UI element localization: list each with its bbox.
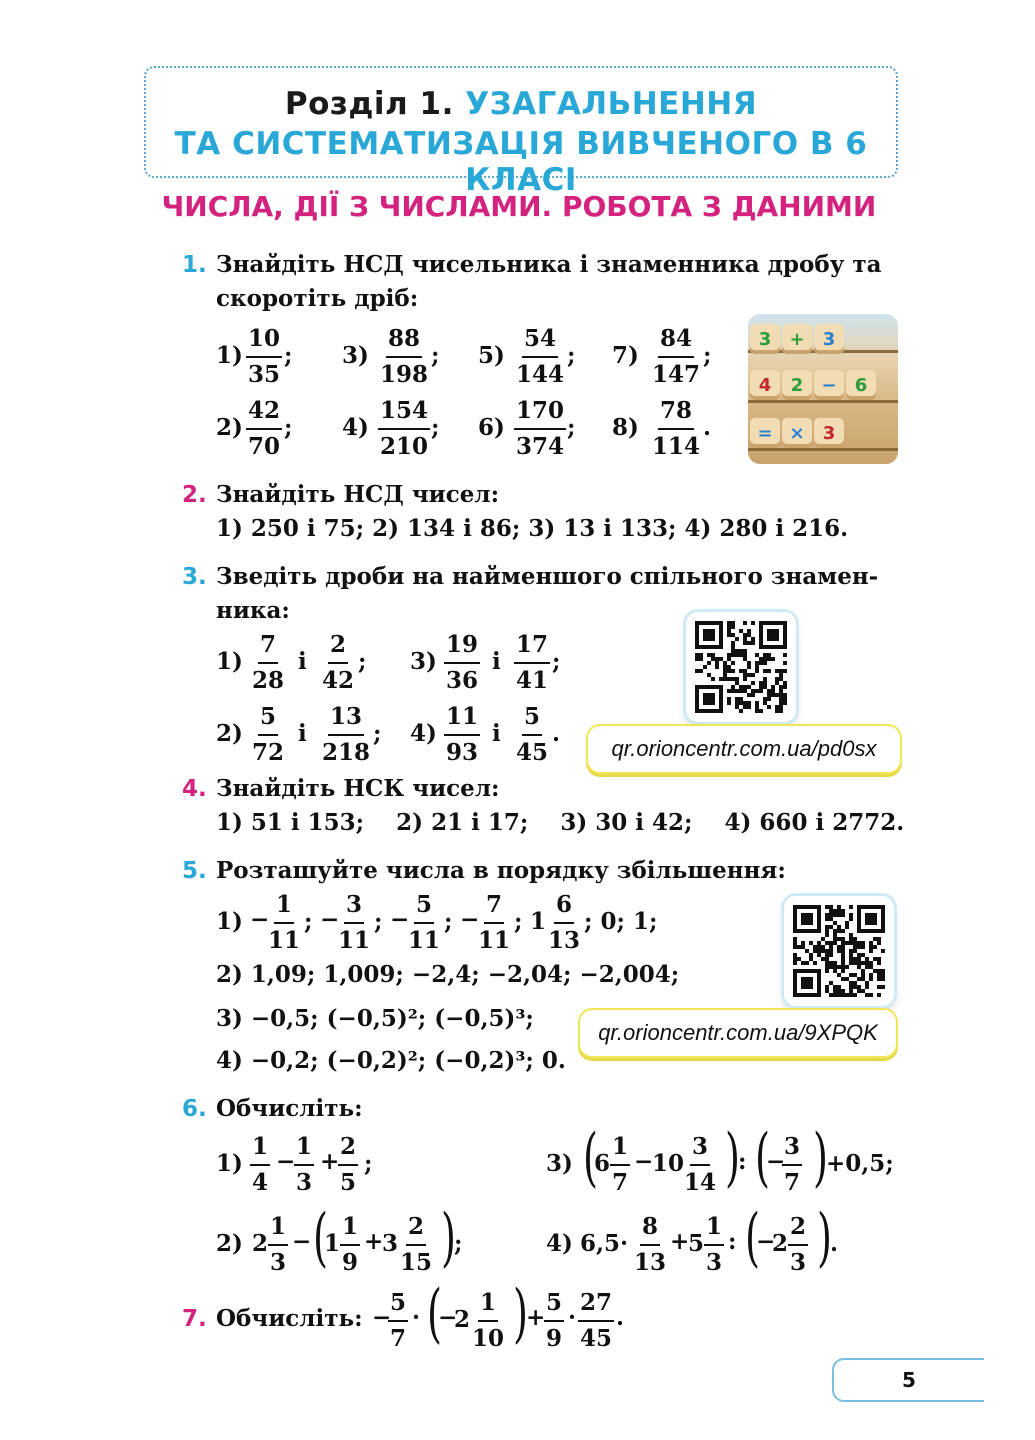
denominator: 9 <box>342 1249 359 1276</box>
task-line: 2) 1,09; 1,009; −2,4; −2,04; −2,004; <box>216 961 680 988</box>
rod <box>748 448 898 451</box>
punctuation: ; <box>374 908 383 935</box>
item-label: 1) <box>216 1150 243 1177</box>
operator: − <box>276 1148 296 1175</box>
task-text: ника: <box>216 597 290 624</box>
punctuation: ; <box>373 720 382 747</box>
task-text: Розташуйте числа в порядку збільшення: <box>216 857 786 884</box>
punctuation: ; <box>431 414 440 441</box>
mixed-whole: 3 <box>382 1230 399 1257</box>
fraction <box>578 1286 614 1356</box>
parenthesis: ) <box>440 1201 456 1275</box>
denominator: 11 <box>478 927 511 954</box>
numerator: 5 <box>522 700 542 736</box>
numerator: 2 <box>788 1210 808 1246</box>
numerator: 1 <box>268 1210 288 1246</box>
number-cube: 4 <box>750 370 780 400</box>
conjunction: і <box>492 648 501 675</box>
conjunction: і <box>492 720 501 747</box>
denominator: 15 <box>400 1249 433 1276</box>
item-label: 4) <box>342 414 369 441</box>
punctuation: . <box>703 414 712 441</box>
fraction <box>336 888 372 958</box>
numerator: 1 <box>478 1286 498 1322</box>
mixed-whole: 6 <box>594 1150 611 1177</box>
fraction <box>250 700 286 770</box>
mixed-whole: 2 <box>454 1306 471 1333</box>
denominator: 42 <box>322 667 355 694</box>
parenthesis: ( <box>426 1277 442 1351</box>
item-label: 1) <box>216 342 243 369</box>
numerator: 42 <box>246 394 282 430</box>
fraction <box>250 628 286 698</box>
fraction <box>544 1286 564 1356</box>
numerator: 2 <box>406 1210 426 1246</box>
task-text: Знайдіть НСК чисел: <box>216 775 500 802</box>
fraction <box>246 394 282 464</box>
denominator: 7 <box>784 1169 801 1196</box>
task-line: 1) 51 і 153; 2) 21 і 17; 3) 30 і 42; 4) 660 і 2772. <box>216 809 905 836</box>
denominator: 198 <box>380 361 429 388</box>
numerator: 5 <box>388 1286 408 1322</box>
item-label: 3) <box>546 1150 573 1177</box>
fraction <box>514 628 550 698</box>
item-label: 7) <box>612 342 639 369</box>
punctuation: ; <box>454 1230 463 1257</box>
punctuation: ; <box>703 342 712 369</box>
denominator: 41 <box>516 667 549 694</box>
denominator: 144 <box>516 361 565 388</box>
fraction <box>682 1130 718 1200</box>
fraction <box>610 1130 630 1200</box>
parenthesis: ) <box>812 1121 828 1195</box>
denominator: 10 <box>472 1325 505 1352</box>
math-cubes-image <box>748 314 898 464</box>
numerator: 10 <box>246 322 282 358</box>
numerator: 2 <box>328 628 348 664</box>
numerator: 6 <box>554 888 574 924</box>
chapter-title-word: УЗАГАЛЬНЕННЯ <box>465 86 758 122</box>
task-number: 4. <box>182 776 207 802</box>
punctuation: ; <box>567 414 576 441</box>
punctuation: . <box>830 1230 839 1257</box>
mixed-whole: 10 <box>652 1150 685 1177</box>
fraction <box>546 888 582 958</box>
numerator: 11 <box>444 700 480 736</box>
operator: − <box>756 1228 776 1255</box>
task-text: скоротіть дріб: <box>216 285 419 312</box>
mixed-whole: 2 <box>772 1230 789 1257</box>
fraction <box>650 322 702 392</box>
denominator: 14 <box>684 1169 717 1196</box>
fraction <box>266 888 302 958</box>
operator: · <box>412 1304 421 1331</box>
item-label: 4) <box>546 1230 573 1257</box>
fraction <box>514 322 566 392</box>
task-number: 5. <box>182 858 207 884</box>
item-label: 6) <box>478 414 505 441</box>
number-cube: 3 <box>814 324 844 354</box>
qr-link[interactable]: qr.orioncentr.com.ua/pd0sx <box>586 724 902 774</box>
denominator: 147 <box>652 361 701 388</box>
fraction <box>250 1130 270 1200</box>
item-label: 1) <box>216 648 243 675</box>
numerator: 3 <box>782 1130 802 1166</box>
denominator: 45 <box>516 739 549 766</box>
task-number: 2. <box>182 482 207 508</box>
numerator: 19 <box>444 628 480 664</box>
numerator: 54 <box>522 322 558 358</box>
numerator: 78 <box>658 394 694 430</box>
fraction <box>470 1286 506 1356</box>
fraction <box>704 1210 724 1280</box>
number-cube: 6 <box>846 370 876 400</box>
punctuation: ; <box>304 908 313 935</box>
mixed-whole: 1 <box>530 908 547 935</box>
fraction <box>444 628 480 698</box>
number-cube: − <box>814 370 844 400</box>
conjunction: і <box>298 720 307 747</box>
denominator: 210 <box>380 433 429 460</box>
denominator: 3 <box>270 1249 287 1276</box>
task-number: 7. <box>182 1306 207 1332</box>
item-label: 2) <box>216 720 243 747</box>
denominator: 13 <box>548 927 581 954</box>
numerator: 5 <box>544 1286 564 1322</box>
fraction <box>378 394 430 464</box>
item-label: 4) <box>410 720 437 747</box>
number-cube: = <box>750 418 780 448</box>
qr-code-icon <box>695 621 787 713</box>
parenthesis: ) <box>816 1201 832 1275</box>
punctuation: ; <box>284 342 293 369</box>
numerator: 7 <box>258 628 278 664</box>
denominator: 13 <box>634 1249 667 1276</box>
numerator: 1 <box>704 1210 724 1246</box>
item-label: 8) <box>612 414 639 441</box>
denominator: 36 <box>446 667 479 694</box>
numerator: 17 <box>514 628 550 664</box>
denominator: 72 <box>252 739 285 766</box>
punctuation: ; <box>567 342 576 369</box>
punctuation: ; <box>284 414 293 441</box>
fraction <box>294 1130 314 1200</box>
fraction <box>476 888 512 958</box>
minus-sign: − <box>390 906 410 933</box>
numerator: 84 <box>658 322 694 358</box>
fraction <box>320 700 372 770</box>
fraction <box>268 1210 288 1280</box>
numerator: 154 <box>378 394 430 430</box>
parenthesis: ) <box>512 1277 528 1351</box>
mixed-whole: 1 <box>324 1230 341 1257</box>
number-cube: + <box>782 324 812 354</box>
numerator: 7 <box>484 888 504 924</box>
operator: − <box>438 1304 458 1331</box>
punctuation: . <box>552 720 561 747</box>
numerator: 1 <box>294 1130 314 1166</box>
item-label: 5) <box>478 342 505 369</box>
operator: + <box>320 1148 340 1175</box>
fraction <box>650 394 702 464</box>
punctuation: ; <box>444 908 453 935</box>
fraction <box>338 1130 358 1200</box>
denominator: 45 <box>580 1325 613 1352</box>
fraction <box>406 888 442 958</box>
numerator: 13 <box>328 700 364 736</box>
tail-text: ; 0; 1; <box>584 908 658 935</box>
denominator: 11 <box>408 927 441 954</box>
fraction <box>398 1210 434 1280</box>
numerator: 27 <box>578 1286 614 1322</box>
denominator: 218 <box>322 739 371 766</box>
number-cube: 3 <box>750 324 780 354</box>
fraction <box>632 1210 668 1280</box>
task-line: 3) −0,5; (−0,5)²; (−0,5)³; <box>216 1005 534 1032</box>
denominator: 35 <box>248 361 281 388</box>
numerator: 5 <box>414 888 434 924</box>
numerator: 1 <box>250 1130 270 1166</box>
conjunction: і <box>298 648 307 675</box>
qr-code[interactable] <box>686 612 796 722</box>
denominator: 70 <box>248 433 281 460</box>
task-line: 4) −0,2; (−0,2)²; (−0,2)³; 0. <box>216 1047 566 1074</box>
operator: − <box>766 1148 786 1175</box>
fraction <box>378 322 430 392</box>
punctuation: ; <box>514 908 523 935</box>
task-number: 6. <box>182 1096 207 1122</box>
punctuation: ; <box>552 648 561 675</box>
fraction <box>788 1210 808 1280</box>
operator: + <box>670 1228 690 1255</box>
parenthesis: ) <box>724 1121 740 1195</box>
item-label: 3) <box>342 342 369 369</box>
item-label: 1) <box>216 908 243 935</box>
punctuation: ; <box>358 648 367 675</box>
numerator: 88 <box>386 322 422 358</box>
task-text: Обчисліть: <box>216 1095 363 1122</box>
operator: + <box>526 1304 546 1331</box>
parenthesis: ( <box>582 1121 598 1195</box>
denominator: 7 <box>390 1325 407 1352</box>
fraction <box>246 322 282 392</box>
denominator: 114 <box>652 433 701 460</box>
task-text: Знайдіть НСД чисельника і знаменника дробу та <box>216 251 882 278</box>
numerator: 5 <box>258 700 278 736</box>
fraction <box>514 700 550 770</box>
fraction <box>320 628 356 698</box>
mixed-whole: 5 <box>688 1230 705 1257</box>
task-text: Знайдіть НСД чисел: <box>216 481 500 508</box>
numerator: 170 <box>514 394 566 430</box>
task-text: Обчисліть: <box>216 1305 363 1332</box>
number-cube: 3 <box>814 418 844 448</box>
numerator: 2 <box>338 1130 358 1166</box>
item-label: 2) <box>216 414 243 441</box>
operator: : <box>728 1228 737 1255</box>
tail-text: +0,5; <box>826 1150 894 1177</box>
denominator: 11 <box>338 927 371 954</box>
parenthesis: ( <box>744 1201 760 1275</box>
numerator: 3 <box>690 1130 710 1166</box>
fraction <box>340 1210 360 1280</box>
numerator: 3 <box>344 888 364 924</box>
denominator: 4 <box>252 1169 269 1196</box>
parenthesis: ( <box>754 1121 770 1195</box>
task-number: 3. <box>182 564 207 590</box>
fraction <box>782 1130 802 1200</box>
denominator: 5 <box>340 1169 357 1196</box>
chapter-title-line1 <box>146 86 896 122</box>
fraction <box>514 394 566 464</box>
chapter-header <box>144 66 898 198</box>
minus-sign: − <box>320 906 340 933</box>
numerator: 1 <box>610 1130 630 1166</box>
number-cube: 2 <box>782 370 812 400</box>
minus-sign: − <box>250 906 270 933</box>
numerator: 1 <box>274 888 294 924</box>
denominator: 93 <box>446 739 479 766</box>
qr-link[interactable]: qr.orioncentr.com.ua/9XPQK <box>578 1008 898 1058</box>
number-cube: × <box>782 418 812 448</box>
denominator: 3 <box>790 1249 807 1276</box>
fraction <box>388 1286 408 1356</box>
operator: + <box>364 1228 384 1255</box>
item-label: 2) <box>216 1230 243 1257</box>
denominator: 374 <box>516 433 565 460</box>
rod <box>748 400 898 403</box>
denominator: 3 <box>706 1249 723 1276</box>
punctuation: ; <box>431 342 440 369</box>
denominator: 3 <box>296 1169 313 1196</box>
task-number: 1. <box>182 252 207 278</box>
mixed-whole: 2 <box>252 1230 269 1257</box>
qr-code-icon <box>793 905 885 997</box>
operator: · <box>568 1304 577 1331</box>
denominator: 7 <box>612 1169 629 1196</box>
qr-code[interactable] <box>784 896 894 1006</box>
minus-sign: − <box>460 906 480 933</box>
operator: − <box>634 1148 654 1175</box>
numerator: 1 <box>340 1210 360 1246</box>
denominator: 9 <box>546 1325 563 1352</box>
operator: − <box>292 1228 312 1255</box>
chapter-title-line2: ТА СИСТЕМАТИЗАЦІЯ ВИВЧЕНОГО В 6 КЛАСІ <box>174 126 868 198</box>
denominator: 28 <box>252 667 285 694</box>
page-number: 5 <box>832 1358 984 1402</box>
punctuation: ; <box>364 1150 373 1177</box>
numerator: 8 <box>640 1210 660 1246</box>
lead-text: 6,5· <box>580 1230 629 1257</box>
item-label: 3) <box>410 648 437 675</box>
parenthesis: ( <box>312 1201 328 1275</box>
punctuation: . <box>616 1304 625 1331</box>
denominator: 11 <box>268 927 301 954</box>
operator: : <box>738 1148 747 1175</box>
task-line: 1) 250 і 75; 2) 134 і 86; 3) 13 і 133; 4) 280 і 216. <box>216 515 849 542</box>
chapter-number: Розділ 1. <box>284 86 454 122</box>
fraction <box>444 700 480 770</box>
operator: − <box>372 1304 392 1331</box>
task-text: Зведіть дроби на найменшого спільного знамен- <box>216 563 879 590</box>
section-subtitle: ЧИСЛА, ДІЇ З ЧИСЛАМИ. РОБОТА З ДАНИМИ <box>161 190 877 223</box>
